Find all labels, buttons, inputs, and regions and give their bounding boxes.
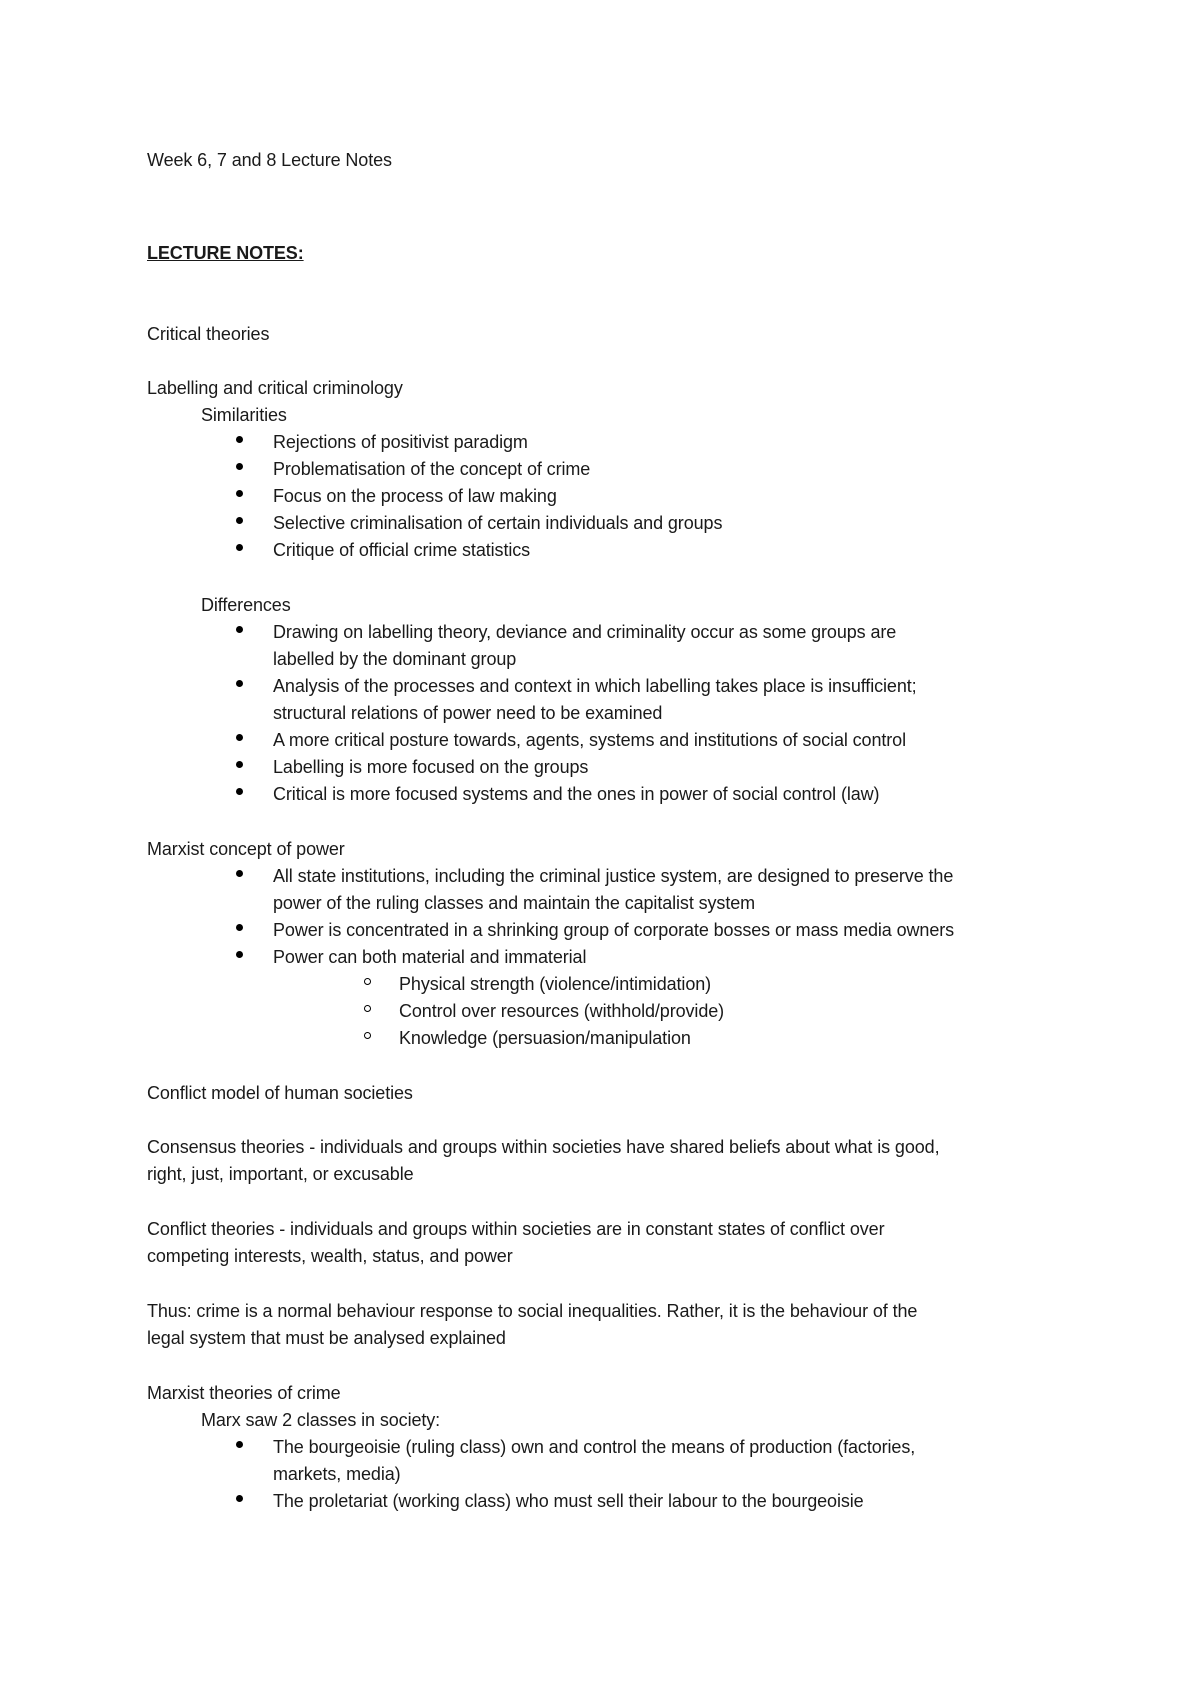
list-item: All state institutions, including the criminal justice system, are designed to preserve the [273,866,954,886]
list-item-continuation: markets, media) [273,1464,401,1484]
differences-label: Differences [201,595,291,615]
list-item: Selective criminalisation of certain individuals and groups [273,513,723,533]
subsection-title: Marxist theories of crime [147,1383,341,1403]
paragraph-line: right, just, important, or excusable [147,1164,414,1184]
list-item: Drawing on labelling theory, deviance and criminality occur as some groups are [273,622,897,642]
classes-label: Marx saw 2 classes in society: [201,1410,441,1430]
bullet-icon [236,517,243,524]
list-item: Power is concentrated in a shrinking group of corporate bosses or mass media owners [273,920,955,940]
paragraph-line: competing interests, wealth, status, and power [147,1246,513,1266]
list-item: The proletariat (working class) who must sell their labour to the bourgeoisie [273,1491,864,1511]
subsection-title: Marxist concept of power [147,839,345,859]
list-item: Analysis of the processes and context in which labelling takes place is insufficient; [273,676,917,696]
sub-bullet-icon [364,1005,371,1012]
sub-bullet-icon [364,1032,371,1039]
bullet-icon [236,951,243,958]
list-item: The bourgeoisie (ruling class) own and control the means of production (factories, [273,1437,916,1457]
topic-heading: Critical theories [147,324,270,344]
bullet-icon [236,761,243,768]
bullet-icon [236,436,243,443]
list-item: Labelling is more focused on the groups [273,757,589,777]
bullet-icon [236,734,243,741]
sub-list-item: Control over resources (withhold/provide) [399,1001,725,1021]
list-item-continuation: labelled by the dominant group [273,649,517,669]
paragraph-line: legal system that must be analysed explained [147,1328,506,1348]
document-title: Week 6, 7 and 8 Lecture Notes [147,150,392,170]
paragraph-line: Thus: crime is a normal behaviour response to social inequalities. Rather, it is the behaviour of the [147,1301,918,1321]
list-item: Focus on the process of law making [273,486,557,506]
list-item: Critique of official crime statistics [273,540,531,560]
bullet-icon [236,1441,243,1448]
subsection-title: Conflict model of human societies [147,1083,413,1103]
section-heading: LECTURE NOTES: [147,243,304,263]
bullet-icon [236,463,243,470]
list-item: Critical is more focused systems and the ones in power of social control (law) [273,784,880,804]
list-item-continuation: structural relations of power need to be examined [273,703,663,723]
list-item: Problematisation of the concept of crime [273,459,591,479]
sub-bullet-icon [364,978,371,985]
bullet-icon [236,490,243,497]
list-item: Power can both material and immaterial [273,947,587,967]
bullet-icon [236,626,243,633]
bullet-icon [236,788,243,795]
bullet-icon [236,544,243,551]
sub-list-item: Knowledge (persuasion/manipulation [399,1028,691,1048]
sub-list-item: Physical strength (violence/intimidation) [399,974,712,994]
bullet-icon [236,680,243,687]
bullet-icon [236,1495,243,1502]
bullet-icon [236,924,243,931]
paragraph-line: Consensus theories - individuals and groups within societies have shared beliefs about what is good, [147,1137,940,1157]
subsection-title: Labelling and critical criminology [147,378,403,398]
list-item: A more critical posture towards, agents, systems and institutions of social control [273,730,906,750]
paragraph-line: Conflict theories - individuals and groups within societies are in constant states of conflict over [147,1219,885,1239]
bullet-icon [236,870,243,877]
list-item-continuation: power of the ruling classes and maintain the capitalist system [273,893,756,913]
similarities-label: Similarities [201,405,287,425]
list-item: Rejections of positivist paradigm [273,432,528,452]
